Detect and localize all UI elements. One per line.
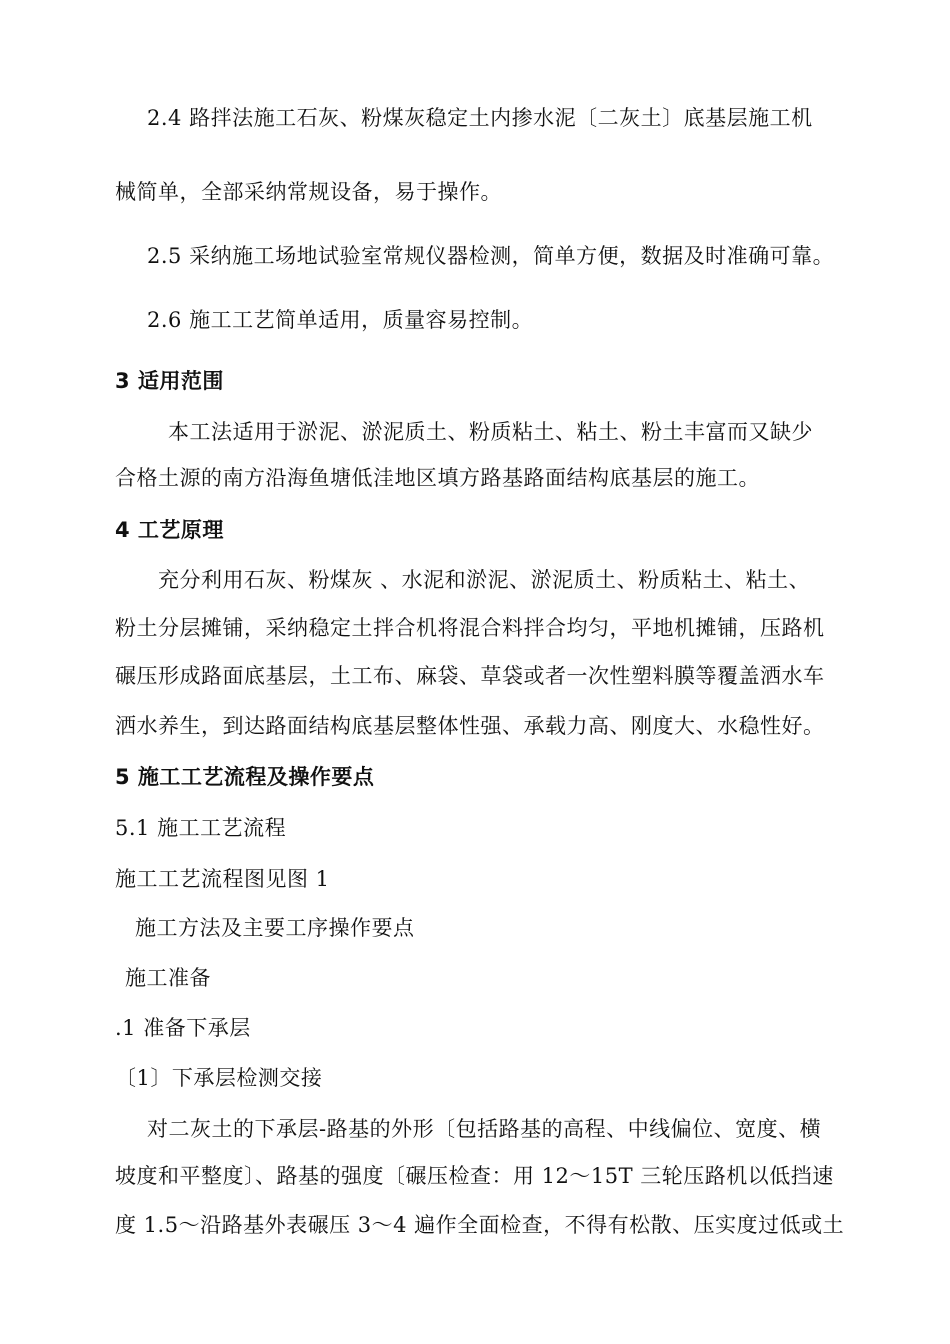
heading-4: 4 工艺原理 — [115, 518, 224, 542]
para-4-line-3: 碾压形成路面底基层，土工布、麻袋、草袋或者一次性塑料膜等覆盖洒水车 — [115, 664, 825, 688]
section-5-1-text: 施工工艺流程图见图 1 — [115, 867, 330, 891]
para-2-5: 2.5 采纳施工场地试验室常规仪器检测，简单方便，数据及时准确可靠。 — [147, 244, 835, 268]
para-3-line-2: 合格土源的南方沿海鱼塘低洼地区填方路基路面结构底基层的施工。 — [115, 466, 760, 490]
section-5-1: 5.1 施工工艺流程 — [115, 816, 287, 840]
para-4-line-2: 粉土分层摊铺，采纳稳定土拌合机将混合料拌合均匀，平地机摊铺，压路机 — [115, 616, 825, 640]
section-method: 施工方法及主要工序操作要点 — [135, 916, 415, 940]
para-2-4-line-2: 械简单，全部采纳常规设备，易于操作。 — [115, 180, 502, 204]
heading-3: 3 适用范围 — [115, 369, 224, 393]
item-1-heading: 〔1〕下承层检测交接 — [115, 1066, 323, 1090]
para-2-4-line-1: 2.4 路拌法施工石灰、粉煤灰稳定土内掺水泥〔二灰土〕底基层施工机 — [147, 106, 813, 130]
para-4-line-4: 洒水养生，到达路面结构底基层整体性强、承载力高、刚度大、水稳性好。 — [115, 714, 825, 738]
para-2-6: 2.6 施工工艺简单适用，质量容易控制。 — [147, 308, 534, 332]
para-last-line-2: 坡度和平整度〕、路基的强度〔碾压检查：用 12～15T 三轮压路机以低挡速 — [115, 1164, 834, 1188]
para-last-line-1: 对二灰土的下承层-路基的外形〔包括路基的高程、中线偏位、宽度、横 — [147, 1117, 822, 1141]
section-prep-1: .1 准备下承层 — [115, 1016, 251, 1040]
section-prep: 施工准备 — [125, 966, 211, 990]
para-3-line-1: 本工法适用于淤泥、淤泥质土、粉质粘土、粘土、粉土丰富而又缺少 — [168, 420, 813, 444]
heading-5: 5 施工工艺流程及操作要点 — [115, 765, 375, 789]
para-4-line-1: 充分利用石灰、粉煤灰 、水泥和淤泥、淤泥质土、粉质粘土、粘土、 — [158, 568, 811, 592]
para-last-line-3: 度 1.5～沿路基外表碾压 3～4 遍作全面检查，不得有松散、压实度过低或土 — [115, 1213, 845, 1237]
